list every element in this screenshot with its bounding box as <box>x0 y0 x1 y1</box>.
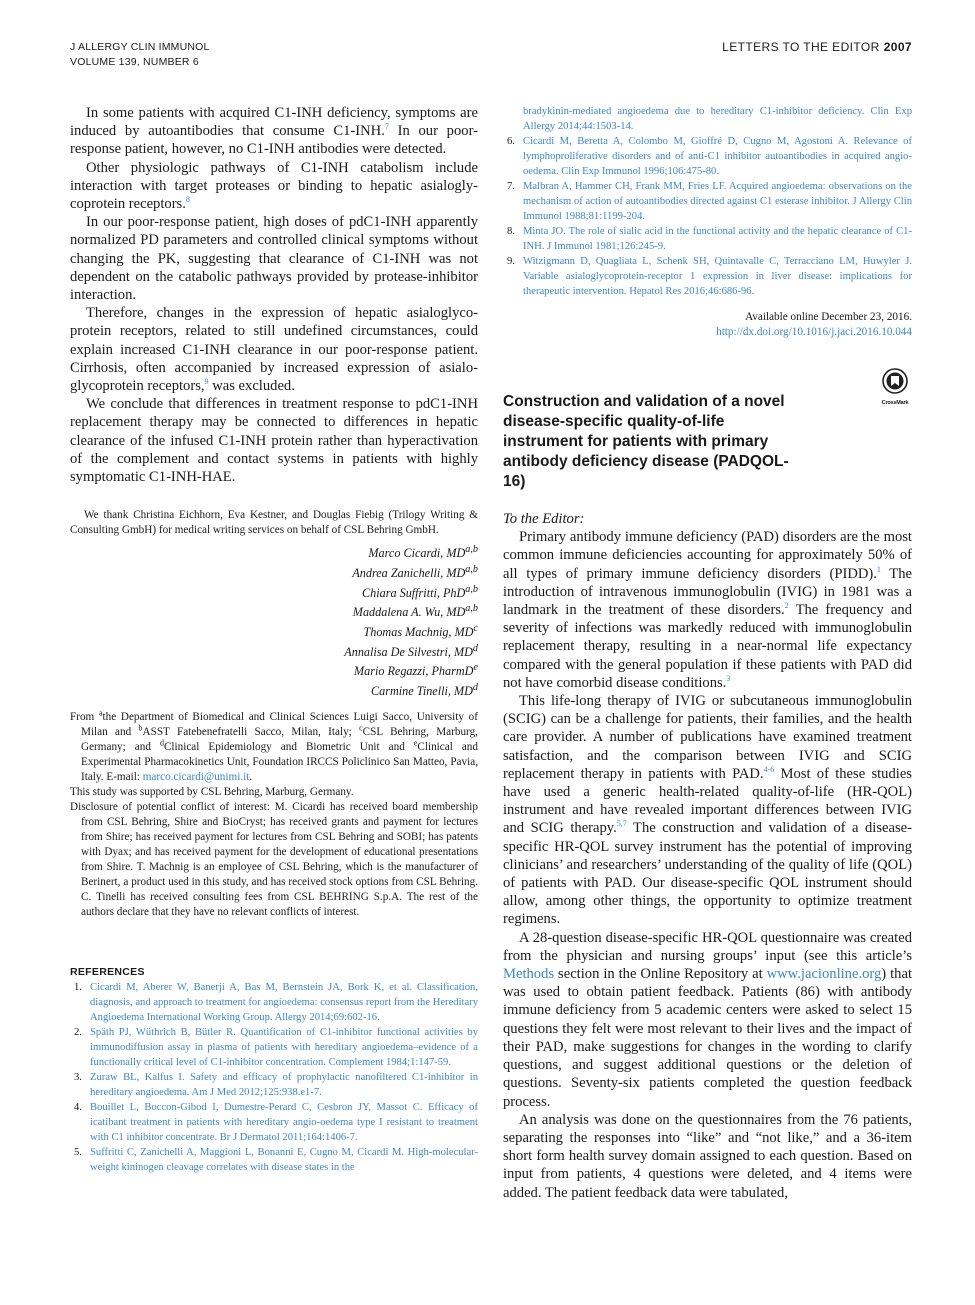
email-link[interactable]: marco.cicardi@unimi.it <box>142 770 250 783</box>
publication-info <box>503 310 912 340</box>
page-number: 2007 <box>883 40 912 54</box>
volume-info: VOLUME 139, NUMBER 6 <box>70 56 199 68</box>
author-name: Mario Regazzi, PharmD$^e$ <box>353 662 478 679</box>
reference-item[interactable]: 7. Malbran A, Hammer CH, Frank MM, Fries LF. Acquired angioedema: observations on the mechanism of action of autoantibodies directed against C1 esterase inhibitor. J Allergy Clin Immunol 1988;81:1199-204. <box>507 181 912 222</box>
reference-item[interactable]: 4. Bouillet L, Boccon-Gibod I, Dumestre-Perard C, Cesbron JY, Massot C. Efficacy of icatibant treatment in patients with hereditary angio-oedema type I resistant to treatment with C1 inhibitor concentrate. Br J Dermatol 2011;164:1406-7. <box>74 1101 478 1143</box>
reference-item[interactable]: 1. Cicardi M, Aberer W, Banerji A, Bas M, Bernstein JA, Bork K, et al. Classification, diagnosis, and approach to treatment for angioedema: consensus report from the Hereditary Angioedema International Working Group. Allergy 2014;69:602-16. <box>74 981 478 1023</box>
author-name: Chiara Suffritti, PhD$^{a,b}$ <box>362 583 478 600</box>
citation-link[interactable]: 5,7 <box>616 819 627 829</box>
references-heading: REFERENCES <box>70 965 145 978</box>
doi-link[interactable]: http://dx.doi.org/10.1016/j.jaci.2016.10.044 <box>716 326 912 338</box>
citation-link[interactable]: 2 <box>784 601 789 611</box>
right-column <box>503 104 912 1202</box>
website-link[interactable]: www.jacionline.org <box>766 966 882 983</box>
online-date: Available online December 23, 2016. <box>745 311 912 323</box>
funding-statement: This study was supported by CSL Behring, Marburg, Germany. <box>70 785 354 798</box>
author-name: Annalisa De Silvestri, $MD^d$ <box>344 642 478 659</box>
crossmark-icon <box>882 368 908 394</box>
citation-link[interactable]: 7 <box>384 122 389 132</box>
affiliation-text: From $^a$the Department of Biomedical and Clinical Sciences Luigi Sacco, University of Milan and $^b$ASST Fatebenefratelli Sacco, Milan, Italy; $^c$CSL Behring, Marburg, Germany; and $^d$Clinical Epidemiology and Biometric Unit and $^e$Clinical and Experimental Pharmacokinetics Unit, Foundation IRCCS Policlinico San Matteo, Pavia, Italy. E-mail: marco.cicardi@unimi.it. <box>70 707 478 783</box>
disclosure-statement: Disclosure of potential conflict of interest: M. Cicardi has received board membership from CSL Behring, Shire and BioCryst; has received grants and payment for lectures from Shire; has received payment for lectures from CSL Behring and SOBI; has patents with Dyax; and has received payment for the development of educational presentations from Shire. T. Machnig is an employee of CSL Behring, which is the manufacturer of Berinert, a product used in this study, and has received stock options from CSL Behring. C. Tinelli has received consulting fees from CSL BEHRING S.p.A. The rest of the authors declare that they have no relevant conflicts of interest. <box>70 800 478 918</box>
citation-link[interactable]: 4-6 <box>763 764 775 774</box>
body-paragraph: Other physiologic pathways of C1-INH catabolism include interaction with target proteases or binding to hepatic asialogly-coprotein receptors.$^8$ <box>70 159 478 213</box>
author-list <box>70 542 478 699</box>
reference-item[interactable]: 8. Minta JO. The role of sialic acid in the functional activity and the hepatic clearance of C1-INH. J Immunol 1981;126:245-9. <box>507 226 912 252</box>
citation-link[interactable]: 1 <box>876 564 881 574</box>
body-paragraph: We conclude that differences in treatment response to pdC1-INH replacement therapy may be connected to differences in hepatic clearance of the infused C1-INH protein rather than hyperactivation of the complement and contact systems in patients with highly symptomatic C1-INH-HAE. <box>70 396 478 486</box>
author-name: Marco Cicardi, MD$^{a,b}$ <box>368 544 478 561</box>
reference-item[interactable]: 5. Suffritti C, Zanichelli A, Maggioni L, Bonanni E, Cugno M, Cicardi M. High-molecular-weight kininogen cleavage correlates with disease states in the <box>74 1146 478 1173</box>
acknowledgment: We thank Christina Eichhorn, Eva Kestner, and Douglas Fiebig (Trilogy Writing & Consulting GmbH) for medical writing services on behalf of CSL Behring GmbH. <box>70 509 478 537</box>
author-name: Maddalena A. Wu, MD$^{a,b}$ <box>352 603 478 620</box>
article-title: Construction and validation of a novel disease-specific quality-of-life instrument for patients with primary antibody deficiency disease (PADQOL-16) CrossMark <box>503 392 803 492</box>
running-header-right <box>722 40 912 55</box>
reference-list <box>70 980 478 1175</box>
reference-list-continued <box>503 104 912 299</box>
body-paragraph: Therefore, changes in the expression of hepatic asialoglyco-protein receptors, related to still undefined circumstances, could explain increased C1-INH clearance in our poor-response patient. Cirrhosis, often accompanied by increased expression of asialo-glycoprotein receptors,$^9$ was excluded. <box>70 305 478 395</box>
citation-link[interactable]: 3 <box>726 673 731 683</box>
section-name: LETTERS TO THE EDITOR <box>722 40 880 54</box>
body-paragraph: In our poor-response patient, high doses of pdC1-INH apparently normalized PD parameters and controlled clinical symptoms without changing the PK, suggesting that clearance of C1-INH was not dependent on the catabolic pathways provided by protease-inhibitor interaction. <box>70 214 478 304</box>
running-header-left <box>70 40 210 70</box>
body-paragraph: In some patients with acquired C1-INH deficiency, symptoms are induced by autoantibodies that consume C1-INH.$^7$ In our poor-response patient, however, no C1-INH antibodies were detected. <box>70 105 478 158</box>
affiliations <box>70 707 478 920</box>
reference-item[interactable]: 9. Witzigmann D, Quagliata L, Schenk SH, Quintavalle C, Terracciano LM, Huwyler J. Variable asialoglycoprotein-receptor 1 expression in liver disease: implications for therapeutic intervention. Hepatol Res 2016;46:686-96. <box>507 256 912 297</box>
left-column <box>70 104 478 1175</box>
reference-item[interactable]: 2. Späth PJ, Wüthrich B, Bütler R. Quantification of C1-inhibitor functional activities by immunodiffusion assay in plasma of patients with hereditary angioedema–evidence of a functionally critical level of C1-inhibitor concentration. Complement 1984;1:147-59. <box>74 1026 478 1068</box>
crossmark-badge[interactable] <box>879 368 911 407</box>
crossmark-label: CrossMark <box>881 400 909 406</box>
author-name: Carmine Tinelli, $MD^d$ <box>371 681 478 698</box>
body-paragraph: A 28-question disease-specific HR-QOL questionnaire was created from the physician and nursing groups’ input (see this article’s Methods section in the Online Repository at www.jacionline.org) that was used to obtain patient feedback. Patients (86) with antibody immune deficiency from 5 academic centers were asked to select 15 questions they felt were most relevant to their lives and the impact of their PAD, make suggestions for changes in the wording to clarify questions, and suggest additional questions or the deletion of questions. Seventy-six patients completed the question feedback process. <box>503 929 912 1110</box>
author-name: Thomas Machnig, $MD^c$ <box>363 622 478 639</box>
reference-item[interactable]: 3. Zuraw BL, Kalfus I. Safety and efficacy of prophylactic nanofiltered C1-inhibitor in hereditary angioedema. Am J Med 2012;125:938.e1-7. <box>74 1071 478 1098</box>
reference-item[interactable]: 6. Cicardi M, Beretta A, Colombo M, Gioffré D, Cugno M, Agostoni A. Relevance of lymphoproliferative disorders and of anti-C1 inhibitor autoantibodies in acquired angio-oedema. Clin Exp Immunol 1996;106:475-80. <box>507 136 912 177</box>
body-paragraph: This life-long therapy of IVIG or subcutaneous immunoglobulin (SCIG) can be a challenge for patients, their families, and the health care provider. A number of publications have examined treatment satisfaction, and the comparison between IVIG and SCIG replacement therapy in patients with PAD.$^{4-6}$ Most of these studies have used a generic health-related quality-of-life (HR-QOL) instrument and have revealed important differences between IVIG and SCIG therapy.$^{5,7}$ The construction and validation of a disease-specific HR-QOL survey instrument has the potential of improving clinicians’ and researchers’ understanding of the quality of life (QOL) of patients with PAD. Our disease-specific QOL instrument should allow, among other things, the opportunity to optimize treatment regimens. <box>503 693 912 928</box>
methods-link[interactable]: Methods <box>503 966 555 983</box>
author-name: Andrea Zanichelli, MD$^{a,b}$ <box>352 563 478 580</box>
reference-item[interactable]: bradykinin-mediated angioedema due to hereditary C1-inhibitor deficiency. Clin Exp Allergy 2014;44:1503-14. <box>523 106 912 132</box>
citation-link[interactable]: 9 <box>204 377 209 387</box>
citation-link[interactable]: 8 <box>185 195 190 205</box>
journal-name: J ALLERGY CLIN IMMUNOL <box>70 41 210 53</box>
body-paragraph: Primary antibody immune deficiency (PAD) disorders are the most common immune deficiencies accounting for approximately 50% of all types of primary immune deficiency disorders (PIDD).$^1$ The introduction of intravenous immunoglobulin (IVIG) in 1981 was a landmark in the treatment of these disorders.$^2$ The frequency and severity of infections was markedly reduced with immunoglobulin replacement therapy, resulting in a near-normal life expectancy compared with the general population if these patients with PAD did not have comorbid disease conditions.$^3$ <box>503 529 912 691</box>
body-paragraph: An analysis was done on the questionnaires from the 76 patients, separating the responses into “like” and “not like,” and a 36-item short form health survey domain assigned to each question. Based on input from patients, 4 questions were deleted, and 4 items were added. The patient feedback data were tabulated, <box>503 1111 912 1201</box>
salutation: To the Editor: <box>503 511 585 527</box>
